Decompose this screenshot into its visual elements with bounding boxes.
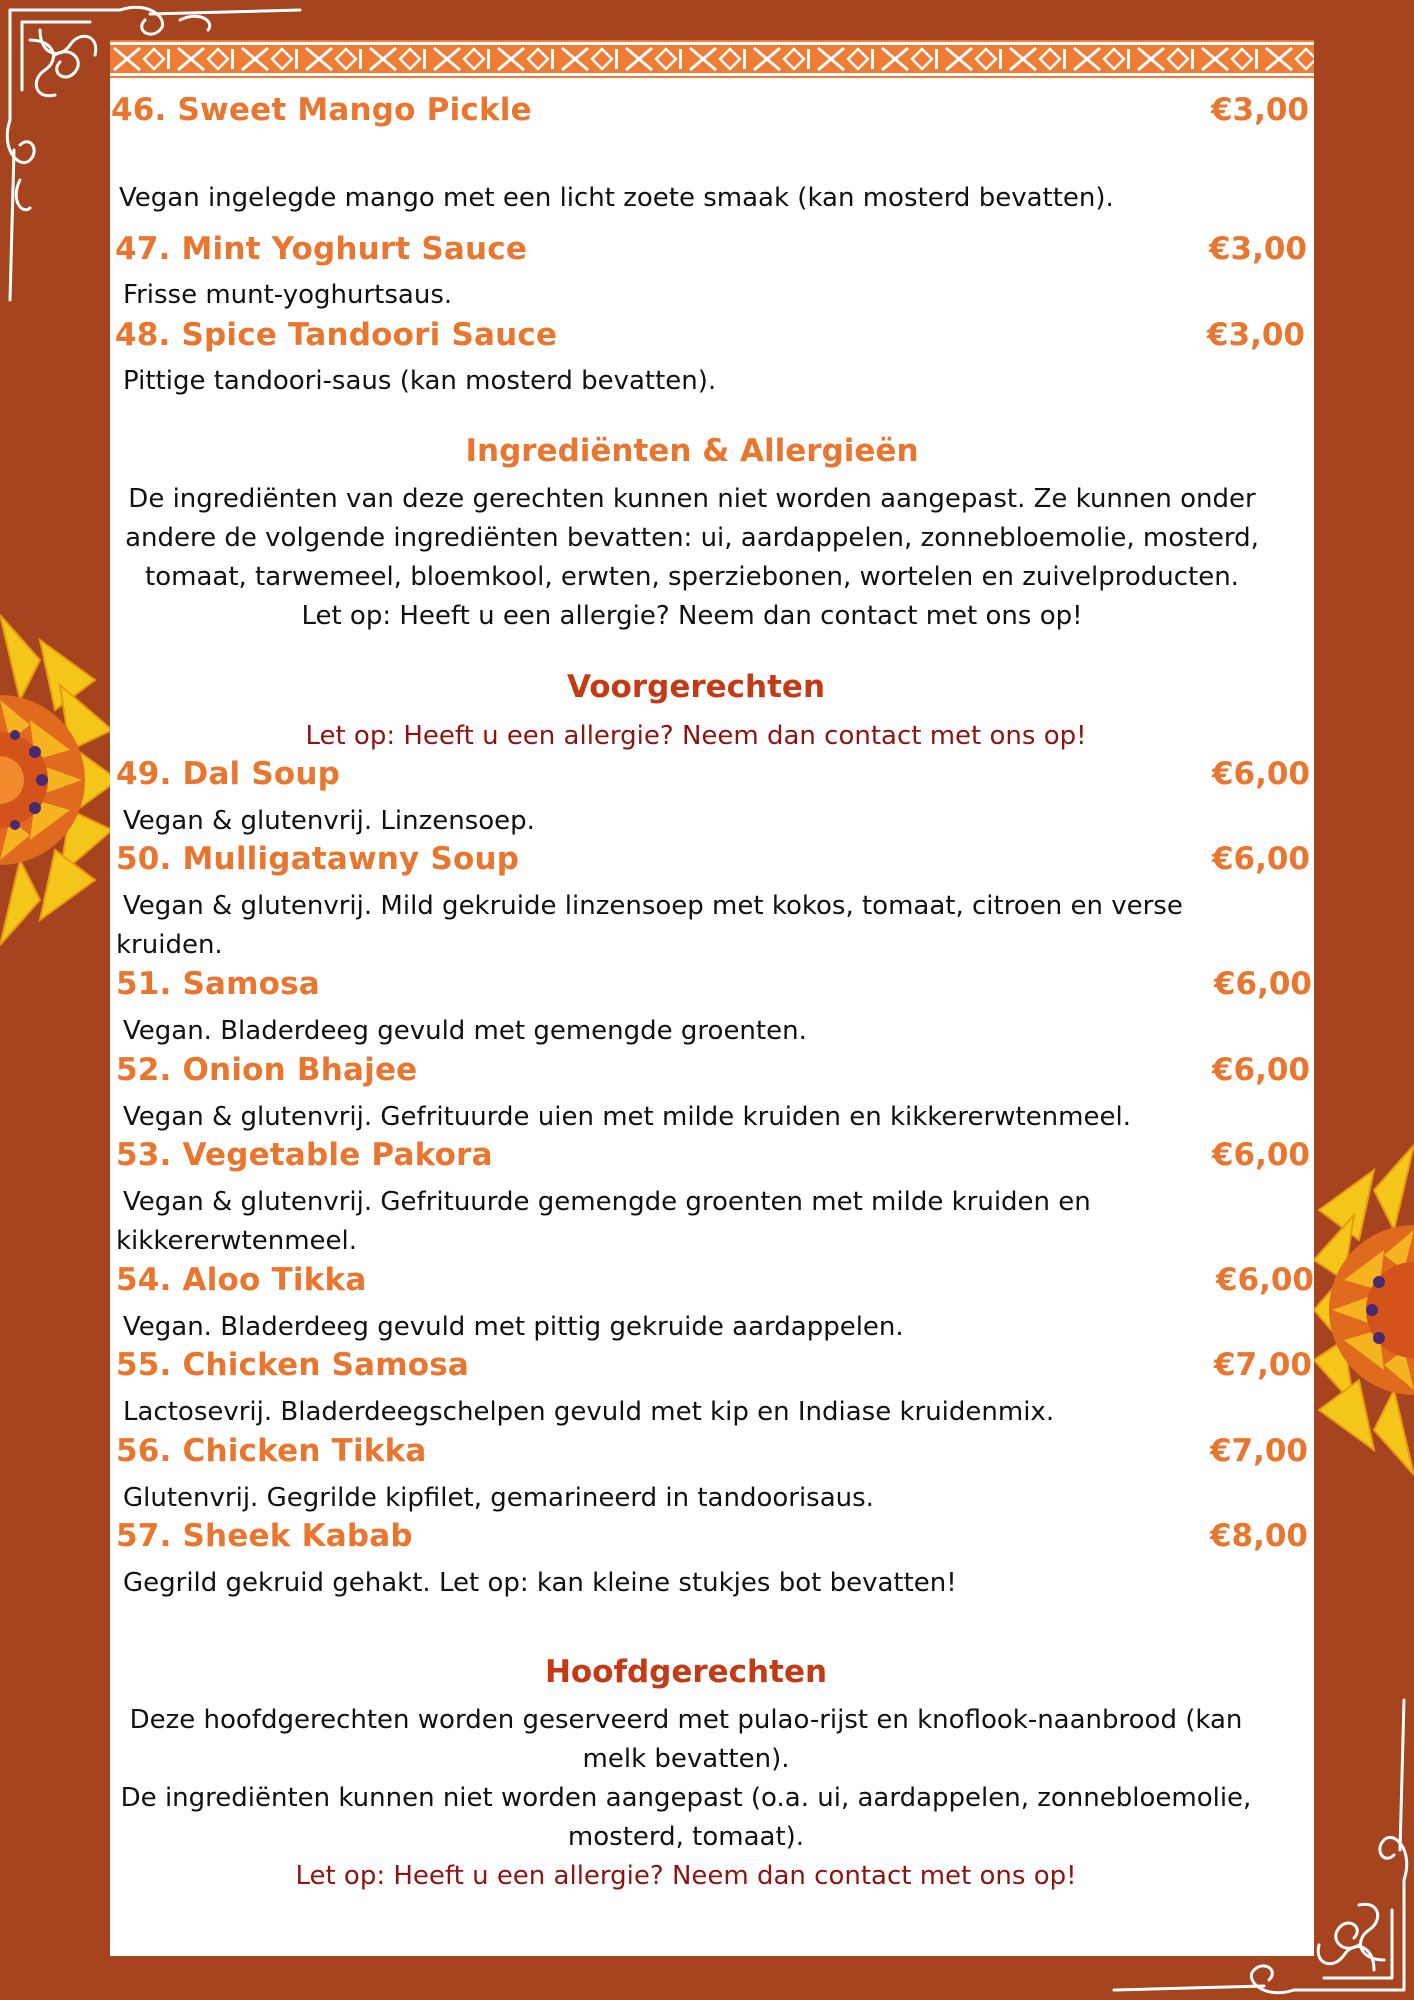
item-name: 50. Mulligatawny Soup — [116, 841, 520, 877]
ingredients-line-1: De ingrediënten van deze gerechten kunnen niet worden aangepast. Ze kunnen onder — [128, 484, 1256, 514]
item-description: Vegan ingelegde mango met een licht zoete smaak (kan mosterd bevatten). — [119, 183, 1114, 213]
item-description: Vegan. Bladerdeeg gevuld met gemengde groenten. — [123, 1016, 807, 1046]
item-name: 57. Sheek Kabab — [116, 1518, 413, 1554]
menu-item-54 — [110, 1262, 1314, 1302]
item-name: 47. Mint Yoghurt Sauce — [115, 231, 528, 267]
ingredients-line-3: tomaat, tarwemeel, bloemkool, erwten, sperziebonen, wortelen en zuivelproducten. — [145, 562, 1239, 592]
item-name: 56. Chicken Tikka — [116, 1433, 427, 1469]
item-description: Frisse munt-yoghurtsaus. — [123, 280, 453, 310]
menu-content — [110, 40, 1314, 1956]
hoofdgerechten-line-2: melk bevatten). — [582, 1744, 790, 1774]
ingredients-line-4: Let op: Heeft u een allergie? Neem dan contact met ons op! — [301, 601, 1083, 631]
hoofdgerechten-line-1: Deze hoofdgerechten worden geserveerd met pulao-rijst en knoflook-naanbrood (kan — [129, 1705, 1243, 1735]
item-price: €6,00 — [1211, 756, 1310, 792]
voorgerechten-allergy-warning: Let op: Heeft u een allergie? Neem dan contact met ons op! — [305, 721, 1087, 751]
item-name: 55. Chicken Samosa — [116, 1347, 470, 1383]
item-description: Gegrild gekruid gehakt. Let op: kan kleine stukjes bot bevatten! — [123, 1568, 957, 1598]
item-description: Glutenvrij. Gegrilde kipfilet, gemarineerd in tandoorisaus. — [123, 1483, 874, 1513]
voorgerechten-title: Voorgerechten — [566, 669, 826, 705]
menu-item-47 — [110, 231, 1314, 271]
mandala-left-decoration — [0, 610, 120, 950]
item-name: 53. Vegetable Pakora — [116, 1137, 493, 1173]
menu-item-48 — [110, 317, 1314, 357]
menu-item-46 — [110, 92, 1314, 132]
item-name: 46. Sweet Mango Pickle — [111, 92, 532, 128]
hoofdgerechten-line-4: mosterd, tomaat). — [567, 1822, 805, 1852]
menu-item-55 — [110, 1347, 1314, 1387]
item-description-cont: kikkererwtenmeel. — [116, 1226, 358, 1256]
item-name: 48. Spice Tandoori Sauce — [115, 317, 558, 353]
menu-item-51 — [110, 966, 1314, 1006]
menu-item-57 — [110, 1518, 1314, 1558]
hoofdgerechten-allergy-warning: Let op: Heeft u een allergie? Neem dan contact met ons op! — [295, 1861, 1077, 1891]
mandala-right-decoration — [1314, 1140, 1414, 1480]
item-name: 52. Onion Bhajee — [116, 1052, 418, 1088]
item-description: Vegan & glutenvrij. Gefrituurde uien met milde kruiden en kikkererwtenmeel. — [123, 1102, 1131, 1132]
menu-panel — [110, 40, 1314, 1956]
item-description: Vegan & glutenvrij. Gefrituurde gemengde groenten met milde kruiden en — [123, 1187, 1091, 1217]
item-price: €3,00 — [1206, 317, 1305, 353]
item-price: €6,00 — [1211, 841, 1310, 877]
item-price: €3,00 — [1210, 92, 1309, 128]
menu-item-56 — [110, 1433, 1314, 1473]
item-description: Vegan. Bladerdeeg gevuld met pittig gekruide aardappelen. — [123, 1312, 904, 1342]
item-price: €7,00 — [1209, 1433, 1308, 1469]
item-price: €8,00 — [1209, 1518, 1308, 1554]
item-description: Vegan & glutenvrij. Linzensoep. — [123, 806, 535, 836]
menu-item-53 — [110, 1137, 1314, 1177]
hoofdgerechten-title: Hoofdgerechten — [544, 1654, 828, 1690]
item-price: €3,00 — [1208, 231, 1307, 267]
item-price: €6,00 — [1213, 966, 1312, 1002]
ingredients-title: Ingrediënten & Allergieën — [465, 433, 919, 469]
item-price: €7,00 — [1213, 1347, 1312, 1383]
menu-item-49 — [110, 756, 1314, 796]
hoofdgerechten-line-3: De ingrediënten kunnen niet worden aangepast (o.a. ui, aardappelen, zonnebloemolie, — [120, 1783, 1252, 1813]
item-price: €6,00 — [1211, 1052, 1310, 1088]
item-description: Vegan & glutenvrij. Mild gekruide linzensoep met kokos, tomaat, citroen en verse — [123, 891, 1183, 921]
item-name: 54. Aloo Tikka — [116, 1262, 367, 1298]
item-price: €6,00 — [1215, 1262, 1314, 1298]
ingredients-line-2: andere de volgende ingrediënten bevatten: ui, aardappelen, zonnebloemolie, mosterd, — [125, 523, 1259, 553]
menu-item-52 — [110, 1052, 1314, 1092]
item-description-cont: kruiden. — [116, 930, 223, 960]
menu-item-50 — [110, 841, 1314, 881]
item-description: Pittige tandoori-saus (kan mosterd bevatten). — [123, 366, 717, 396]
item-description: Lactosevrij. Bladerdeegschelpen gevuld met kip en Indiase kruidenmix. — [123, 1397, 1055, 1427]
item-price: €6,00 — [1211, 1137, 1310, 1173]
item-name: 49. Dal Soup — [116, 756, 341, 792]
item-name: 51. Samosa — [116, 966, 320, 1002]
